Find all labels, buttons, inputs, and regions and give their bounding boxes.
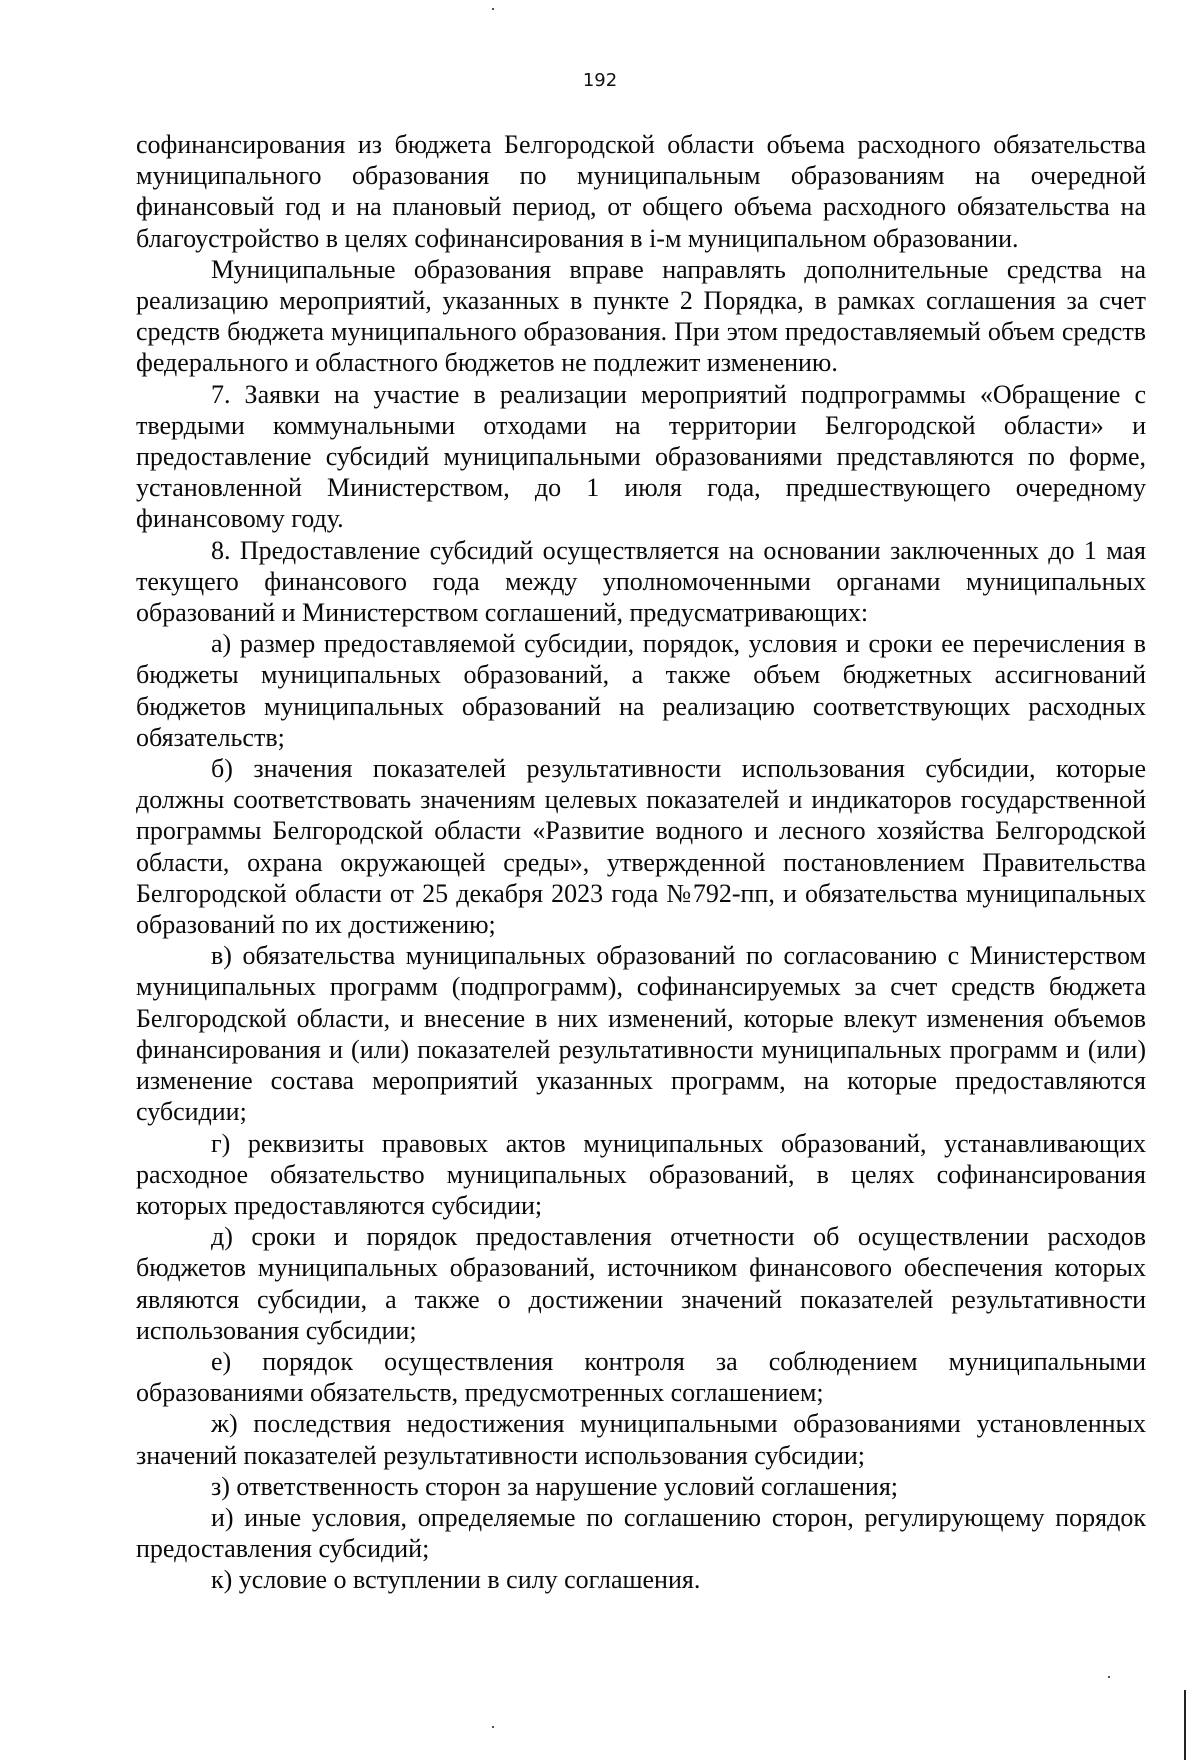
paragraph-item-8: 8. Предоставление субсидий осуществляется на основании заключенных до 1 мая текущего финансового года между уполномоченными органами муниципальных образований и Министерством соглашений, предусматривающих: [136, 535, 1146, 628]
subitem-k: к) условие о вступлении в силу соглашения. [211, 1565, 701, 1595]
document-body [136, 129, 1146, 1596]
scan-speck [492, 1726, 494, 1728]
paragraph-additional-funds: Муниципальные образования вправе направлять дополнительные средства на реализацию мероприятий, указанных в пункте 2 Порядка, в рамках соглашения за счет средств бюджета муниципального образования. При этом предоставляемый объем средств федерального и областного бюджетов не подлежит изменению. [136, 254, 1146, 378]
scan-speck [492, 8, 494, 10]
subitem-a: а) размер предоставляемой субсидии, порядок, условия и сроки ее перечисления в бюджеты муниципальных образований, а также объем бюджетных ассигнований бюджетов муниципальных образований на реализацию соответствующих расходных обязательств; [136, 629, 1146, 752]
subitem-e: е) порядок осуществления контроля за соблюдением муниципальными образованиями обязательств, предусмотренных соглашением; [136, 1346, 1146, 1408]
paragraph-item-7: 7. Заявки на участие в реализации мероприятий подпрограммы «Обращение с твердыми коммунальными отходами на территории Белгородской области» и предоставление субсидий муниципальными образованиями представляются по форме, установленной Министерством, до 1 июля года, предшествующего очередному финансовому году. [136, 379, 1146, 534]
paragraph-continuation: софинансирования из бюджета Белгородской области объема расходного обязательства муниципального образования по муниципальным образованиям на очередной финансовый год и на плановый период, от общего объема расходного обязательства на благоустройство в целях софинансирования в i-м муниципальном образовании. [136, 130, 1146, 253]
scan-speck [1108, 1676, 1110, 1678]
subitem-zh: ж) последствия недостижения муниципальными образованиями установленных значений показателей результативности использования субсидии; [136, 1409, 1146, 1470]
subitem-d: д) сроки и порядок предоставления отчетности об осуществлении расходов бюджетов муниципальных образований, источником финансового обеспечения которых являются субсидии, а также о достижении значений показателей результативности использования субсидии; [136, 1222, 1146, 1345]
subitem-i: и) иные условия, определяемые по соглашению сторон, регулирующему порядок предоставления субсидий; [136, 1502, 1146, 1564]
page-number: 192 [582, 70, 618, 91]
subitem-v: в) обязательства муниципальных образований по согласованию с Министерством муниципальных программ (подпрограмм), софинансируемых за счет средств бюджета Белгородской области, и внесение в них изменений, которые влекут изменения объемов финансирования и (или) показателей результативности муниципальных программ и (или) изменение состава мероприятий указанных программ, на которые предоставляются субсидии; [136, 941, 1146, 1127]
subitem-g: г) реквизиты правовых актов муниципальных образований, устанавливающих расходное обязательство муниципальных образований, в целях софинансирования которых предоставляются субсидии; [136, 1128, 1146, 1220]
subitem-b: б) значения показателей результативности использования субсидии, которые должны соответствовать значениям целевых показателей и индикаторов государственной программы Белгородской области «Развитие водного и лесного хозяйства Белгородской области, охрана окружающей среды», утвержденной постановлением Правительства Белгородской области от 25 декабря 2023 года №792-пп, и обязательства муниципальных образований по их достижению; [136, 754, 1146, 940]
scan-edge-line [1184, 1690, 1186, 1760]
subitem-z: з) ответственность сторон за нарушение условий соглашения; [211, 1471, 899, 1501]
